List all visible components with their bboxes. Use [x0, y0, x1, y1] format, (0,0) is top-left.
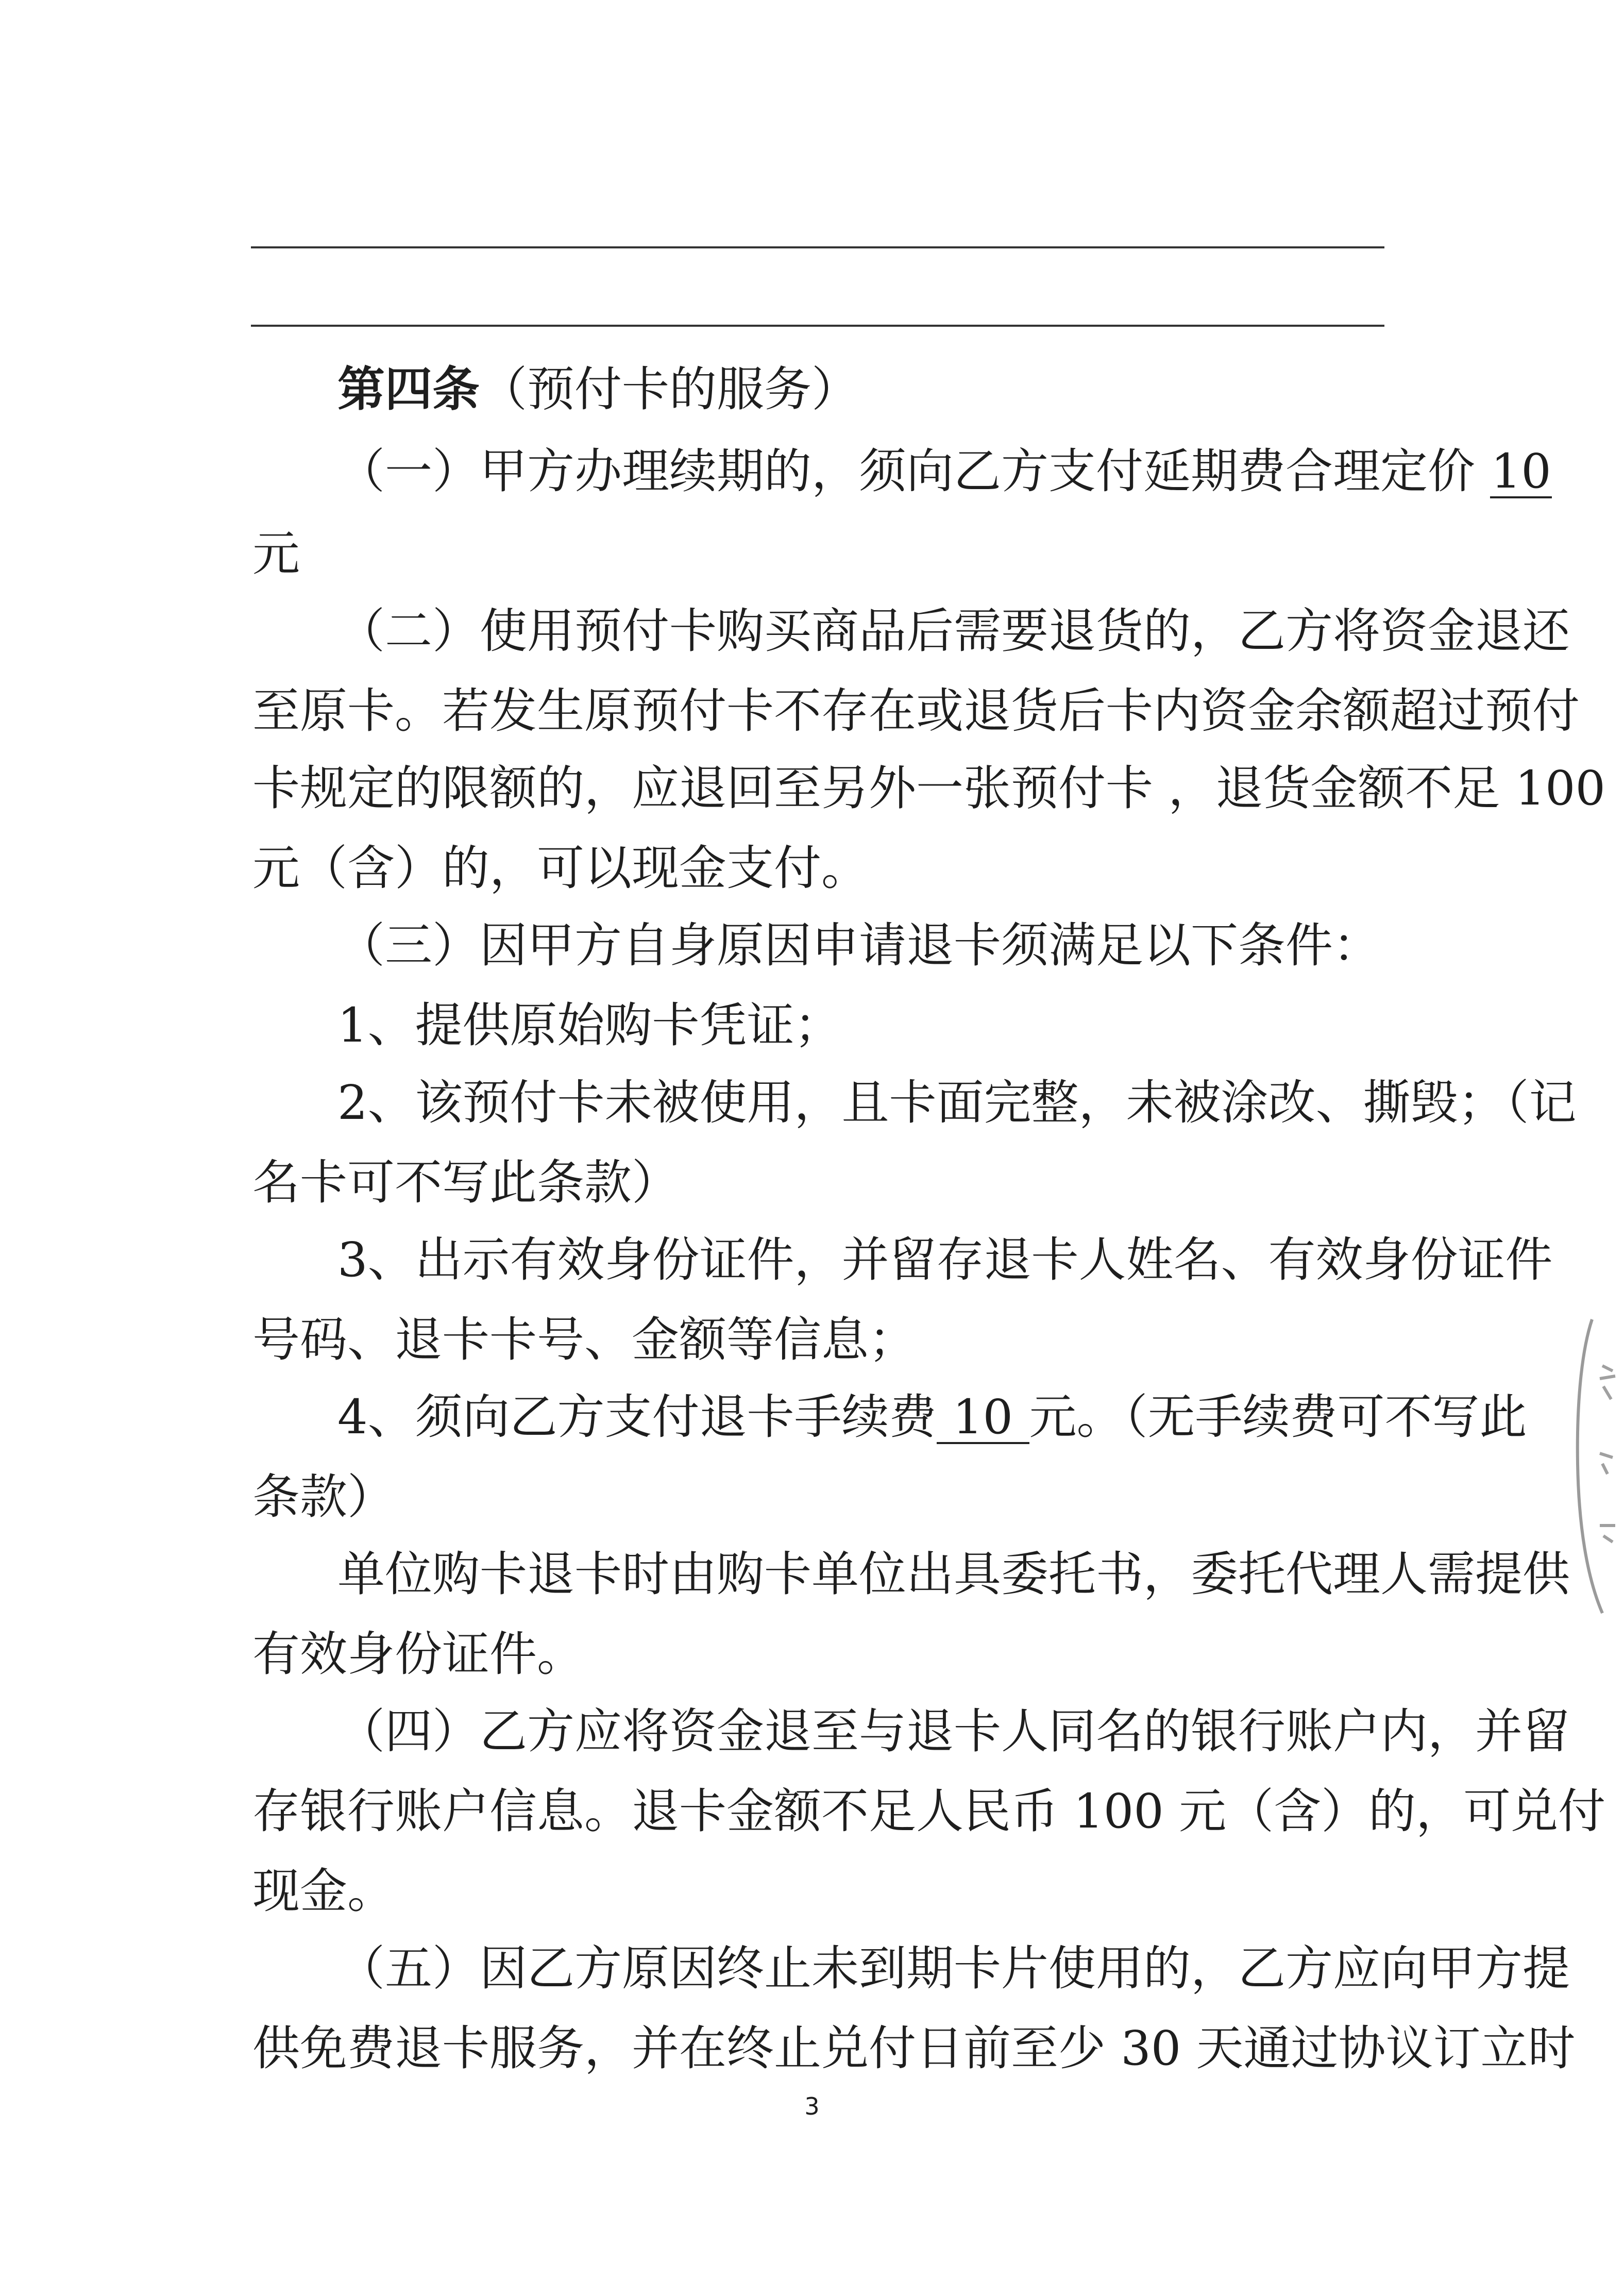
p5-line1: （五）因乙方原因终止未到期卡片使用的，乙方应向甲方提 — [337, 1941, 1570, 1996]
p3-intro: （三）因甲方自身原因申请退卡须满足以下条件： — [337, 918, 1381, 973]
p2-line3: 卡规定的限额的，应退回至另外一张预付卡 ，退货金额不足 100 — [252, 761, 1606, 816]
condition-1: 1、提供原始购卡凭证； — [337, 998, 842, 1053]
renewal-fee-value: 10 — [1491, 444, 1551, 499]
unit-refund-line1: 单位购卡退卡时由购卡单位出具委托书，委托代理人需提供 — [337, 1547, 1570, 1602]
article-title: 第四条 — [337, 361, 480, 417]
seal-stamp-icon — [1571, 1309, 1624, 1618]
condition-2-line2: 名卡可不写此条款） — [252, 1155, 680, 1210]
unit-refund-line2: 有效身份证件。 — [252, 1627, 585, 1682]
condition-3-line1: 3、出示有效身份证件，并留存退卡人姓名、有效身份证件 — [337, 1232, 1553, 1287]
page-number: 3 — [804, 2092, 820, 2120]
p2-line1: （二）使用预付卡购买商品后需要退货的，乙方将资金退还 — [337, 604, 1570, 659]
p4-line3: 现金。 — [252, 1864, 395, 1919]
condition-4-line2: 条款） — [252, 1469, 395, 1524]
p4-line1: （四）乙方应将资金退至与退卡人同名的银行账户内，并留 — [337, 1704, 1570, 1759]
p1-line2: 元 — [252, 526, 300, 581]
p1-line1: （一）甲方办理续期的，须向乙方支付延期费合理定价 10 — [337, 444, 1551, 499]
p4-line2: 存银行账户信息。退卡金额不足人民币 100 元（含）的，可兑付 — [252, 1784, 1606, 1839]
article-subtitle: （预付卡的服务） — [480, 362, 859, 417]
blank-fill-line-2 — [251, 325, 1384, 327]
refund-fee-value: 10 — [937, 1393, 1029, 1444]
seal-stamp-edge — [1571, 1309, 1624, 1618]
p2-line2: 至原卡。若发生原预付卡不存在或退货后卡内资金余额超过预付 — [252, 683, 1580, 739]
blank-fill-line-1 — [251, 246, 1384, 248]
p5-line2: 供免费退卡服务，并在终止兑付日前至少 30 天通过协议订立时 — [252, 2021, 1576, 2076]
condition-3-line2: 号码、退卡卡号、金额等信息； — [252, 1312, 917, 1367]
condition-2-line1: 2、该预付卡未被使用，且卡面完整，未被涂改、撕毁；（记 — [337, 1075, 1577, 1130]
p2-line4: 元（含）的，可以现金支付。 — [252, 841, 869, 896]
article-heading — [337, 361, 859, 418]
condition-4-line1: 4、须向乙方支付退卡手续费 10 元。（无手续费可不写此 — [337, 1389, 1527, 1445]
